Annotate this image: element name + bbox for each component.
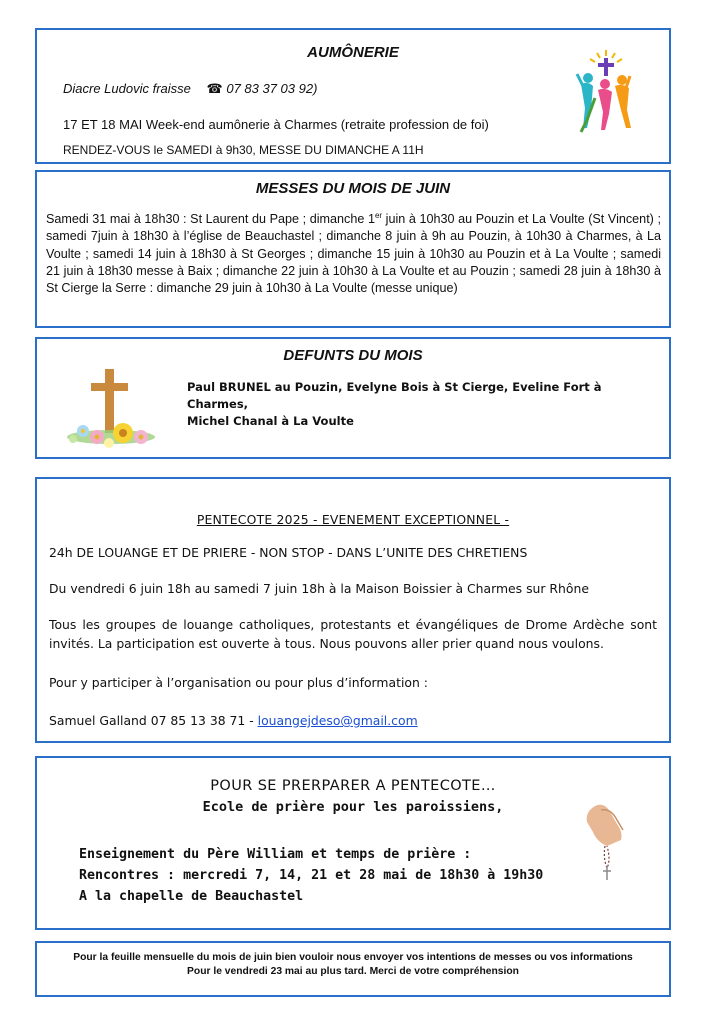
youth-ministry-emblem-icon bbox=[575, 48, 637, 134]
aumonerie-event: 17 ET 18 MAI Week-end aumônerie à Charmes (retraite profession de foi) bbox=[63, 117, 489, 132]
defunts-names bbox=[187, 379, 649, 430]
pentecote-contact-text: Samuel Galland 07 85 13 38 71 - bbox=[49, 713, 258, 728]
prayer-school-line1: Enseignement du Père William et temps de prière : bbox=[79, 847, 472, 862]
prayer-school-line2: Rencontres : mercredi 7, 14, 21 et 28 mai de 18h30 à 19h30 bbox=[79, 868, 544, 883]
pentecote-organisation: Pour y participer à l’organisation ou pour plus d’information : bbox=[49, 675, 428, 690]
pentecote-event-section bbox=[35, 477, 671, 743]
pentecote-groups: Tous les groupes de louange catholiques, protestants et évangéliques de Drome Ardèche sont invités. La participation est ouverte à tous. Nous pouvons aller prier quand nous voulons. bbox=[49, 617, 657, 651]
pentecote-louange: 24h DE LOUANGE ET DE PRIERE - NON STOP - DANS L’UNITE DES CHRETIENS bbox=[49, 545, 528, 560]
aumonerie-section bbox=[35, 28, 671, 164]
messes-ordinal-suffix: er bbox=[374, 211, 383, 220]
phone-icon: ☎ bbox=[206, 81, 223, 96]
praying-hands-rosary-icon bbox=[577, 802, 633, 882]
prayer-school-section bbox=[35, 756, 671, 930]
messes-section bbox=[35, 170, 671, 328]
footer-notice bbox=[35, 941, 671, 997]
prayer-school-title: POUR SE PRERPARER A PENTECOTE… bbox=[210, 778, 496, 794]
defunts-title: DEFUNTS DU MOIS bbox=[283, 347, 423, 364]
email-link[interactable]: louangejdeso@gmail.com bbox=[257, 713, 418, 728]
footer-line1: Pour la feuille mensuelle du mois de juin bien vouloir nous envoyer vos intentions de messes ou vos informations bbox=[73, 952, 633, 963]
pentecote-dates: Du vendredi 6 juin 18h au samedi 7 juin 18h à la Maison Boissier à Charmes sur Rhône bbox=[49, 581, 589, 596]
deacon-contact bbox=[63, 81, 317, 97]
footer-note bbox=[37, 951, 669, 979]
cross-with-flowers-icon bbox=[61, 365, 161, 449]
aumonerie-title: AUMÔNERIE bbox=[307, 44, 399, 61]
messes-title: MESSES DU MOIS DE JUIN bbox=[255, 180, 451, 197]
footer-line2: Pour le vendredi 23 mai au plus tard. Merci de votre compréhension bbox=[187, 966, 519, 977]
defunts-names-line2: Michel Chanal à La Voulte bbox=[187, 414, 354, 428]
messes-schedule bbox=[46, 207, 661, 298]
pentecote-contact bbox=[49, 711, 657, 730]
prayer-school-subtitle: Ecole de prière pour les paroissiens, bbox=[202, 799, 504, 815]
prayer-school-line3: A la chapelle de Beauchastel bbox=[79, 889, 304, 904]
aumonerie-rendezvous: RENDEZ-VOUS le SAMEDI à 9h30, MESSE DU DIMANCHE A 11H bbox=[63, 143, 424, 157]
messes-text-part2: juin à 10h30 au Pouzin et La Voulte (St Vincent) ; samedi 7juin à 18h30 à l’église de Beauchastel ; dimanche 8 juin à 9h au Pouzin, à 10h30 à Charmes, à La Voulte ; samedi 14 juin à 18h30 à St Georges ; dimanche 15 juin à 10h30 au Pouzin et à La Voulte ; samedi 21 juin à 18h30 messe à Baix ; dimanche 22 juin à 10h30 à La Voulte et au Pouzin ; samedi 28 juin à 18h30 à St Cierge la Serre : dimanche 29 juin à 10h30 à La Voulte (messe unique) bbox=[46, 212, 661, 296]
prayer-school-details bbox=[79, 844, 543, 907]
deacon-phone: 07 83 37 03 92) bbox=[226, 81, 318, 96]
pentecote-heading: PENTECOTE 2025 - EVENEMENT EXCEPTIONNEL - bbox=[196, 512, 510, 527]
deacon-name: Diacre Ludovic fraisse bbox=[63, 81, 191, 96]
defunts-names-line1: Paul BRUNEL au Pouzin, Evelyne Bois à St Cierge, Eveline Fort à Charmes, bbox=[187, 380, 602, 411]
messes-text-part1: Samedi 31 mai à 18h30 : St Laurent du Pape ; dimanche 1 bbox=[46, 212, 375, 227]
defunts-section bbox=[35, 337, 671, 459]
